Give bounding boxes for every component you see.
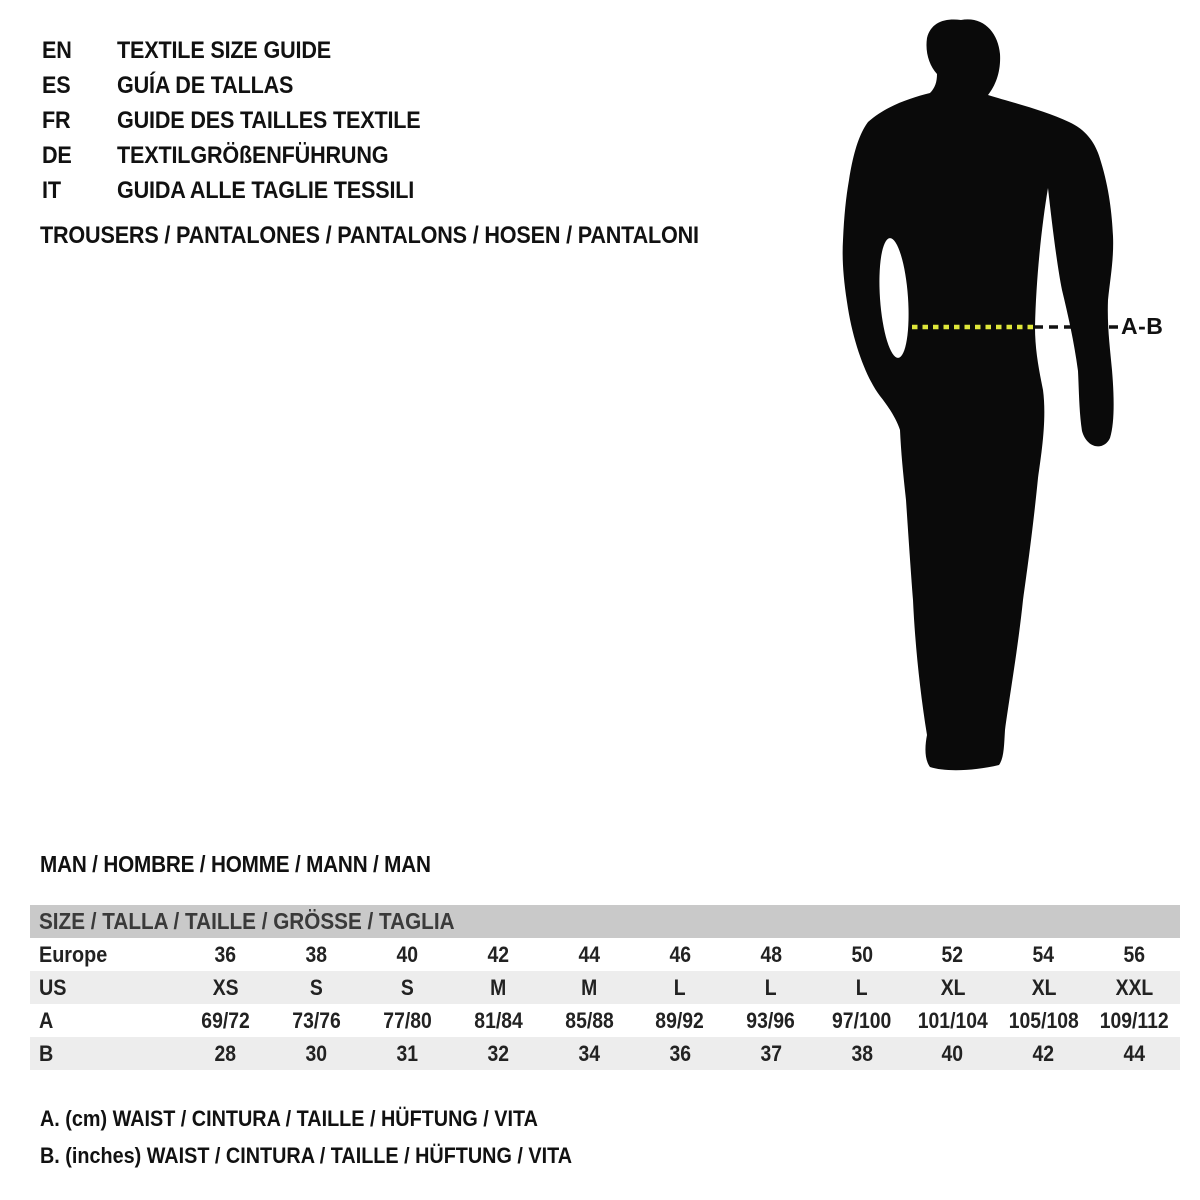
size-value-cell: 73/76 bbox=[292, 1007, 341, 1033]
size-value-cell: 37 bbox=[760, 1040, 782, 1066]
size-table-header-text: SIZE / TALLA / TAILLE / GRÖSSE / TAGLIA bbox=[39, 908, 455, 934]
section-heading-wrap bbox=[40, 851, 474, 878]
note-b: B. (inches) WAIST / CINTURA / TAILLE / HÜFTUNG / VITA bbox=[40, 1143, 573, 1168]
size-value-cell: 46 bbox=[669, 941, 691, 967]
size-table-row-us bbox=[30, 971, 1180, 1004]
size-value-cell: 81/84 bbox=[473, 1007, 523, 1033]
category-heading-wrap bbox=[40, 221, 772, 251]
size-value-cell: 36 bbox=[214, 941, 237, 967]
language-title: TEXTILE SIZE GUIDE bbox=[117, 37, 331, 64]
size-value-cell: 31 bbox=[396, 1040, 419, 1066]
language-code: IT bbox=[42, 177, 61, 204]
size-value-cell: 93/96 bbox=[746, 1007, 796, 1033]
size-value-cell: 42 bbox=[1032, 1040, 1055, 1066]
size-value-cell: 97/100 bbox=[832, 1007, 892, 1033]
row-label: Europe bbox=[39, 941, 108, 967]
size-table-body bbox=[30, 938, 1180, 1070]
size-value-cell: 105/108 bbox=[1008, 1007, 1079, 1033]
size-value-cell: 30 bbox=[305, 1040, 328, 1066]
size-value-cell: XXL bbox=[1115, 974, 1154, 1000]
size-table-row-b bbox=[30, 1037, 1180, 1070]
man-silhouette bbox=[830, 0, 1200, 800]
size-value-cell: 28 bbox=[214, 1040, 237, 1066]
size-value-cell: 85/88 bbox=[564, 1007, 614, 1033]
language-row bbox=[42, 103, 454, 138]
size-value-cell: 38 bbox=[851, 1040, 873, 1066]
language-title: GUIDA ALLE TAGLIE TESSILI bbox=[117, 177, 415, 204]
language-code: ES bbox=[42, 72, 71, 99]
size-table-row-europe bbox=[30, 938, 1180, 971]
size-value-cell: 38 bbox=[305, 941, 328, 967]
size-value-cell: 56 bbox=[1123, 941, 1146, 967]
language-row bbox=[42, 173, 454, 208]
size-value-cell: 42 bbox=[487, 941, 509, 967]
language-code: EN bbox=[42, 37, 72, 64]
note-a: A. (cm) WAIST / CINTURA / TAILLE / HÜFTUNG / VITA bbox=[40, 1106, 538, 1131]
size-value-cell: 40 bbox=[396, 941, 419, 967]
size-value-cell: S bbox=[309, 974, 323, 1000]
size-value-cell: 34 bbox=[578, 1040, 600, 1066]
language-row bbox=[42, 138, 454, 173]
language-title: GUIDE DES TAILLES TEXTILE bbox=[117, 107, 421, 134]
size-value-cell: 32 bbox=[487, 1040, 509, 1066]
size-value-cell: 77/80 bbox=[383, 1007, 432, 1033]
measurement-notes bbox=[40, 1106, 631, 1180]
size-value-cell: 69/72 bbox=[201, 1007, 250, 1033]
section-heading: MAN / HOMBRE / HOMME / MANN / MAN bbox=[40, 851, 431, 877]
language-code: FR bbox=[42, 107, 71, 134]
language-row bbox=[42, 33, 454, 68]
size-value-cell: 44 bbox=[1123, 1040, 1146, 1066]
size-value-cell: M bbox=[581, 974, 598, 1000]
note-b-wrap bbox=[40, 1143, 631, 1169]
language-title: GUÍA DE TALLAS bbox=[117, 72, 294, 99]
size-value-cell: 101/104 bbox=[917, 1007, 988, 1033]
size-value-cell: 54 bbox=[1032, 941, 1055, 967]
measurement-label: A-B bbox=[1121, 313, 1164, 339]
category-heading: TROUSERS / PANTALONES / PANTALONS / HOSEN / PANTALONI bbox=[40, 222, 699, 249]
size-value-cell: 109/112 bbox=[1100, 1007, 1169, 1033]
size-value-cell: XL bbox=[940, 974, 966, 1000]
size-table-row-a bbox=[30, 1004, 1180, 1037]
size-value-cell: 44 bbox=[578, 941, 600, 967]
size-value-cell: L bbox=[674, 974, 686, 1000]
size-value-cell: 36 bbox=[669, 1040, 691, 1066]
language-list bbox=[42, 33, 454, 208]
row-label: B bbox=[39, 1040, 54, 1066]
size-value-cell: XS bbox=[212, 974, 239, 1000]
size-value-cell: M bbox=[490, 974, 507, 1000]
size-table-header bbox=[30, 905, 1180, 938]
size-value-cell: L bbox=[855, 974, 868, 1000]
row-label: US bbox=[39, 974, 67, 1000]
size-value-cell: 89/92 bbox=[655, 1007, 705, 1033]
size-value-cell: XL bbox=[1031, 974, 1056, 1000]
size-value-cell: 48 bbox=[760, 941, 782, 967]
note-a-wrap bbox=[40, 1106, 631, 1132]
language-title: TEXTILGRÖßENFÜHRUNG bbox=[117, 142, 389, 169]
size-value-cell: 50 bbox=[851, 941, 873, 967]
size-value-cell: L bbox=[764, 974, 777, 1000]
size-value-cell: 40 bbox=[941, 1040, 964, 1066]
size-table bbox=[30, 905, 1180, 1070]
size-value-cell: S bbox=[400, 974, 414, 1000]
row-label: A bbox=[39, 1007, 54, 1033]
size-value-cell: 52 bbox=[941, 941, 964, 967]
language-code: DE bbox=[42, 142, 72, 169]
silhouette-path bbox=[843, 19, 1114, 770]
language-row bbox=[42, 68, 454, 103]
